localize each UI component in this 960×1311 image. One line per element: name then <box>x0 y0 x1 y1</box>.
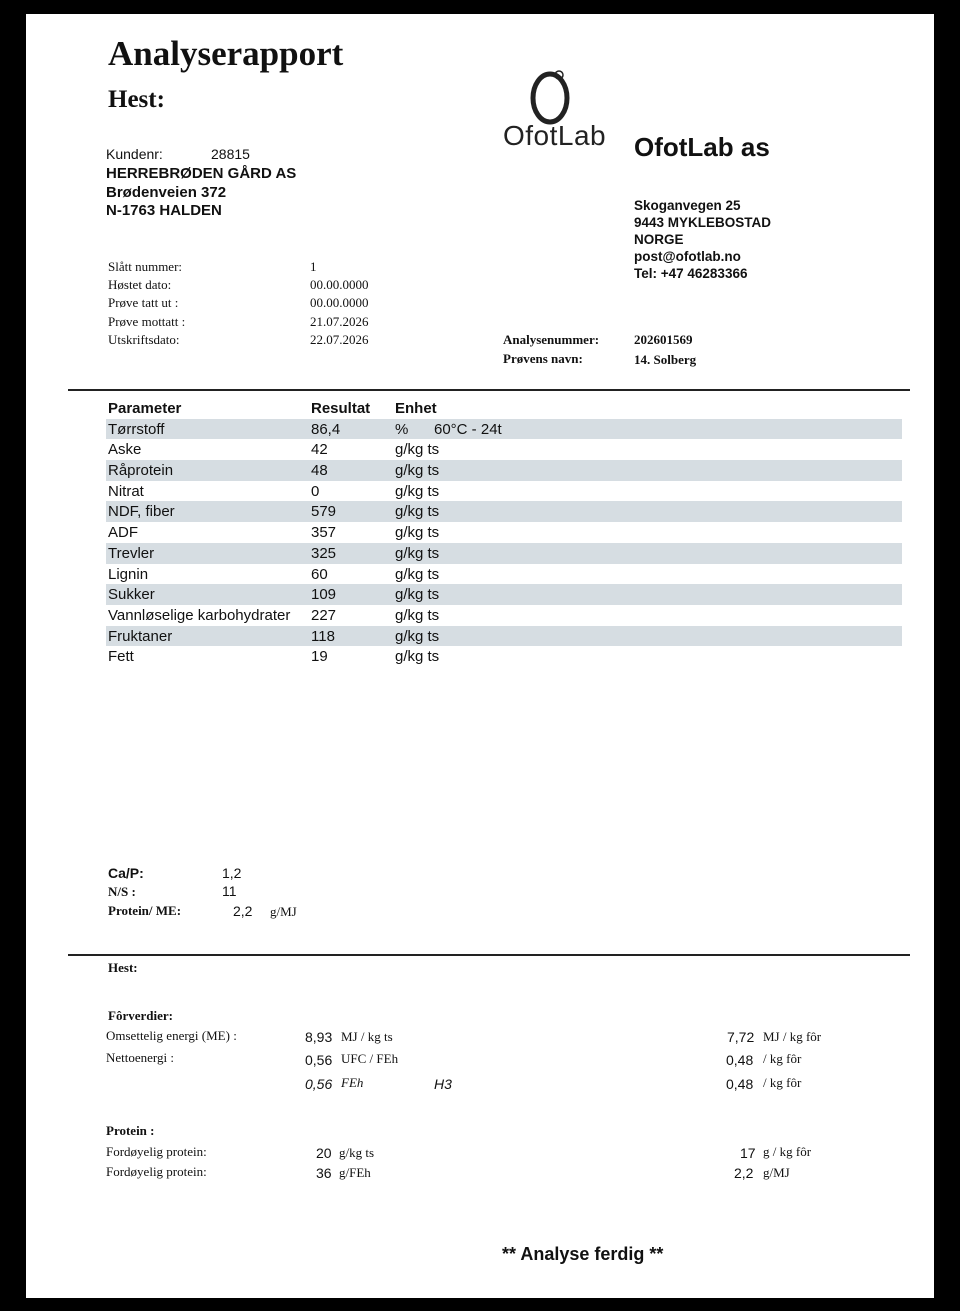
header-unit: Enhet <box>395 400 437 417</box>
company-country: NORGE <box>634 232 684 247</box>
sample-info-label: Prøve tatt ut : <box>108 295 179 310</box>
param-result: 19 <box>311 648 328 666</box>
fp2-value: 36 <box>316 1165 332 1181</box>
param-result: 357 <box>311 524 337 542</box>
company-city: 9443 MYKLEBOSTAD <box>634 215 772 230</box>
param-name: NDF, fiber <box>108 503 175 521</box>
analysis-complete: ** Analyse ferdig ** <box>502 1244 664 1264</box>
me-ts-value: 8,93 <box>305 1029 333 1045</box>
table-row <box>106 481 902 502</box>
divider <box>68 389 910 391</box>
table-row <box>106 439 902 460</box>
fp1-for-value: 17 <box>740 1145 756 1161</box>
param-unit: g/kg ts <box>395 586 440 604</box>
table-row <box>106 543 902 564</box>
param-name: Vannløselige karbohydrater <box>108 606 291 624</box>
fp2-for-unit: g/MJ <box>763 1165 790 1180</box>
fp2-label: Fordøyelig protein: <box>106 1164 207 1179</box>
ne2-code: H3 <box>434 1076 452 1092</box>
customer-name: HERREBRØDEN GÅRD AS <box>106 165 297 182</box>
report-page <box>26 14 934 1298</box>
sample-info-label: Slått nummer: <box>108 259 183 274</box>
company-street: Skoganvegen 25 <box>634 198 741 213</box>
ne2-for-value: 0,48 <box>726 1076 754 1092</box>
report-title: Analyserapport <box>108 34 344 73</box>
param-result: 227 <box>311 606 337 624</box>
customer-street: Brødenveien 372 <box>106 184 227 201</box>
param-name: Trevler <box>108 544 155 562</box>
param-name: Tørrstoff <box>108 420 165 438</box>
param-result: 42 <box>311 441 328 459</box>
param-unit: g/kg ts <box>395 606 440 624</box>
param-result: 60 <box>311 565 328 583</box>
sample-info-label: Høstet dato: <box>108 277 172 292</box>
protein-me-unit: g/MJ <box>270 904 297 919</box>
analysis-number: 202601569 <box>634 332 693 347</box>
ca-p-label: Ca/P: <box>108 865 144 881</box>
param-name: Lignin <box>108 565 149 583</box>
param-unit: g/kg ts <box>395 503 440 521</box>
param-unit: g/kg ts <box>395 544 440 562</box>
table-row <box>106 605 902 626</box>
param-unit: g/kg ts <box>395 627 440 645</box>
sample-name-label: Prøvens navn: <box>503 351 583 366</box>
param-name: Aske <box>108 441 142 459</box>
table-row <box>106 626 902 647</box>
table-header <box>106 398 902 419</box>
sample-info-label: Prøve mottatt : <box>108 314 186 329</box>
ne-label: Nettoenergi : <box>106 1050 174 1065</box>
ne-for-value: 0,48 <box>726 1052 754 1068</box>
param-result: 579 <box>311 503 337 521</box>
param-name: Sukker <box>108 586 155 604</box>
table-row <box>106 419 902 440</box>
divider <box>68 954 910 956</box>
fp1-label: Fordøyelig protein: <box>106 1144 207 1159</box>
table-row <box>106 501 902 522</box>
param-unit: g/kg ts <box>395 462 440 480</box>
param-result: 86,4 <box>311 420 341 438</box>
table-row <box>106 522 902 543</box>
sample-info-value: 00.00.0000 <box>310 277 369 292</box>
header-result: Resultat <box>311 400 371 417</box>
param-result: 48 <box>311 462 328 480</box>
ne2-for-unit: / kg fôr <box>763 1075 802 1090</box>
param-unit: g/kg ts <box>395 482 440 500</box>
section-animal: Hest: <box>108 960 138 975</box>
param-result: 0 <box>311 482 320 500</box>
customer-number: 28815 <box>211 146 250 162</box>
logo-text: OfotLab <box>503 120 607 151</box>
param-unit: g/kg ts <box>395 524 440 542</box>
customer-city: N-1763 HALDEN <box>106 202 222 219</box>
ne-ts-unit: UFC / FEh <box>341 1051 399 1066</box>
me-label: Omsettelig energi (ME) : <box>106 1028 237 1043</box>
table-row <box>106 584 902 605</box>
param-name: Nitrat <box>108 482 144 500</box>
param-name: ADF <box>108 524 138 542</box>
param-note: 60°C - 24t <box>434 420 502 438</box>
sample-info-value: 00.00.0000 <box>310 295 369 310</box>
table-row <box>106 646 902 667</box>
param-result: 109 <box>311 586 337 604</box>
param-name: Fruktaner <box>108 627 173 645</box>
param-unit: g/kg ts <box>395 441 440 459</box>
param-unit: g/kg ts <box>395 648 440 666</box>
me-for-value: 7,72 <box>727 1029 755 1045</box>
table-row <box>106 460 902 481</box>
protein-me-label: Protein/ ME: <box>108 903 182 918</box>
ne-ts-value: 0,56 <box>305 1052 333 1068</box>
fp1-unit: g/kg ts <box>339 1145 375 1160</box>
company-name: OfotLab as <box>634 132 770 162</box>
company-phone: Tel: +47 46283366 <box>634 266 748 281</box>
param-result: 325 <box>311 544 337 562</box>
fp1-for-unit: g / kg fôr <box>763 1144 812 1159</box>
sample-info-label: Utskriftsdato: <box>108 332 180 347</box>
customer-number-label: Kundenr: <box>106 146 163 162</box>
sample-info-value: 21.07.2026 <box>310 314 369 329</box>
ne-for-unit: / kg fôr <box>763 1051 802 1066</box>
param-result: 118 <box>311 627 335 645</box>
ne2-ts-unit: FEh <box>341 1075 364 1090</box>
ne2-ts-value: 0,56 <box>305 1076 333 1092</box>
param-name: Fett <box>108 648 134 666</box>
protein-title: Protein : <box>106 1123 155 1138</box>
me-ts-unit: MJ / kg ts <box>341 1029 393 1044</box>
parameter-table <box>106 398 902 667</box>
header-parameter: Parameter <box>108 400 182 417</box>
analysis-number-label: Analysenummer: <box>503 332 600 347</box>
fp1-value: 20 <box>316 1145 332 1161</box>
n-s-value: 11 <box>222 883 237 899</box>
report-subtitle: Hest: <box>108 86 165 113</box>
fp2-unit: g/FEh <box>339 1165 371 1180</box>
sample-info-value: 22.07.2026 <box>310 332 369 347</box>
ca-p-value: 1,2 <box>222 865 242 881</box>
sample-name: 14. Solberg <box>634 352 697 367</box>
param-unit: g/kg ts <box>395 565 440 583</box>
param-name: Råprotein <box>108 462 174 480</box>
n-s-label: N/S : <box>108 884 136 899</box>
fp2-for-value: 2,2 <box>734 1165 754 1181</box>
me-for-unit: MJ / kg fôr <box>763 1029 822 1044</box>
company-email: post@ofotlab.no <box>634 249 741 264</box>
protein-me-value: 2,2 <box>233 903 253 919</box>
sample-info-value: 1 <box>310 259 317 274</box>
param-unit: % <box>395 420 409 438</box>
forverdier-title: Fôrverdier: <box>108 1008 173 1023</box>
table-row <box>106 564 902 585</box>
